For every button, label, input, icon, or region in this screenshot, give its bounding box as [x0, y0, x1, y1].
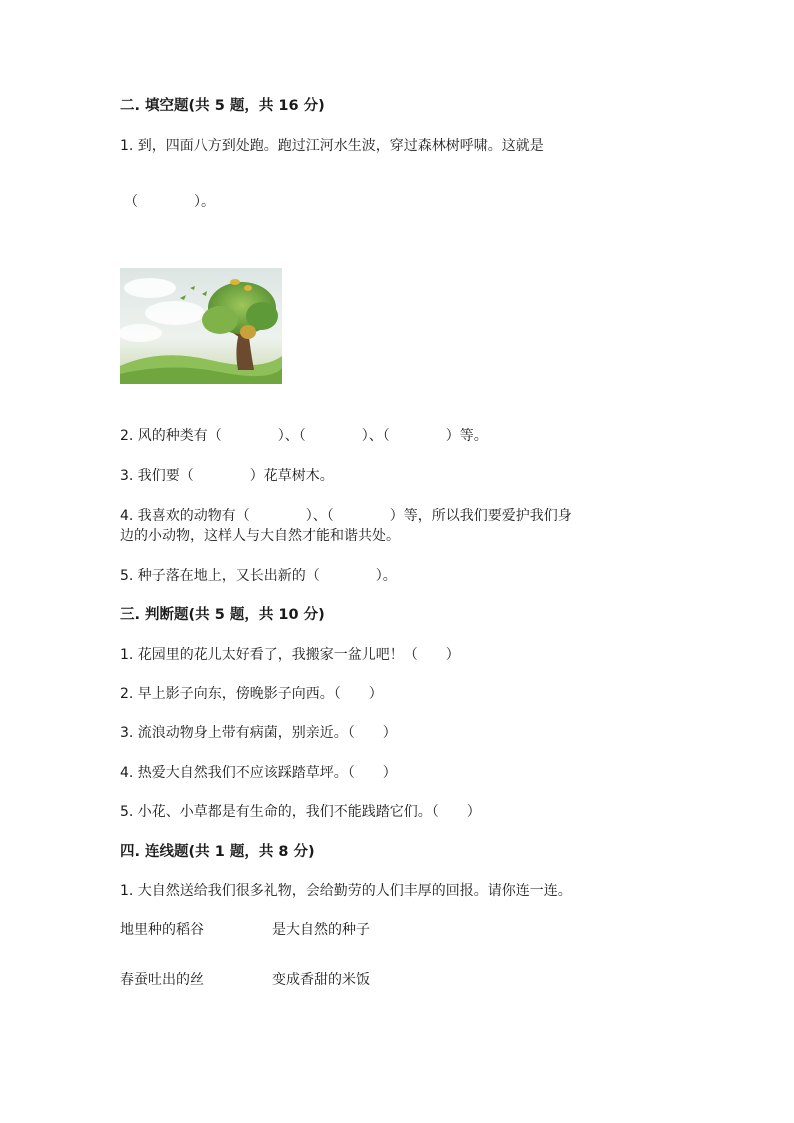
fill-question-1-blank: （ ）。: [124, 194, 215, 210]
judge-question-5: 5. 小花、小草都是有生命的，我们不能践踏它们。（ ）: [120, 804, 481, 820]
fill-question-3: 3. 我们要（ ）花草树木。: [120, 468, 334, 484]
judge-question-3: 3. 流浪动物身上带有病菌，别亲近。（ ）: [120, 725, 397, 741]
match-question-1: 1. 大自然送给我们很多礼物，会给勤劳的人们丰厚的回报。请你连一连。: [120, 883, 572, 899]
section-2-heading: 二. 填空题(共 5 题，共 16 分): [120, 98, 325, 114]
match-right-item: 是大自然的种子: [272, 922, 370, 938]
judge-question-4: 4. 热爱大自然我们不应该踩踏草坪。（ ）: [120, 765, 397, 781]
section-3-heading: 三. 判断题(共 5 题，共 10 分): [120, 607, 325, 623]
fill-question-1: 1. 到，四面八方到处跑。跑过江河水生波，穿过森林树呼啸。这就是: [120, 138, 544, 154]
judge-question-2: 2. 早上影子向东，傍晚影子向西。（ ）: [120, 686, 383, 702]
fill-question-2: 2. 风的种类有（ ）、（ ）、（ ）等。: [120, 428, 488, 444]
fill-question-5: 5. 种子落在地上，又长出新的（ ）。: [120, 568, 397, 584]
fill-question-4: 4. 我喜欢的动物有（ ）、（ ）等，所以我们要爱护我们身 边的小动物，这样人与大自然才能和谐共处。: [120, 508, 572, 544]
match-right-item: 变成香甜的米饭: [272, 972, 370, 988]
section-4-heading: 四. 连线题(共 1 题，共 8 分): [120, 844, 315, 860]
judge-question-1: 1. 花园里的花儿太好看了，我搬家一盆儿吧！（ ）: [120, 647, 460, 663]
match-left-item: 春蚕吐出的丝: [120, 972, 204, 988]
tree-illustration: [120, 268, 282, 384]
match-left-item: 地里种的稻谷: [120, 922, 204, 938]
